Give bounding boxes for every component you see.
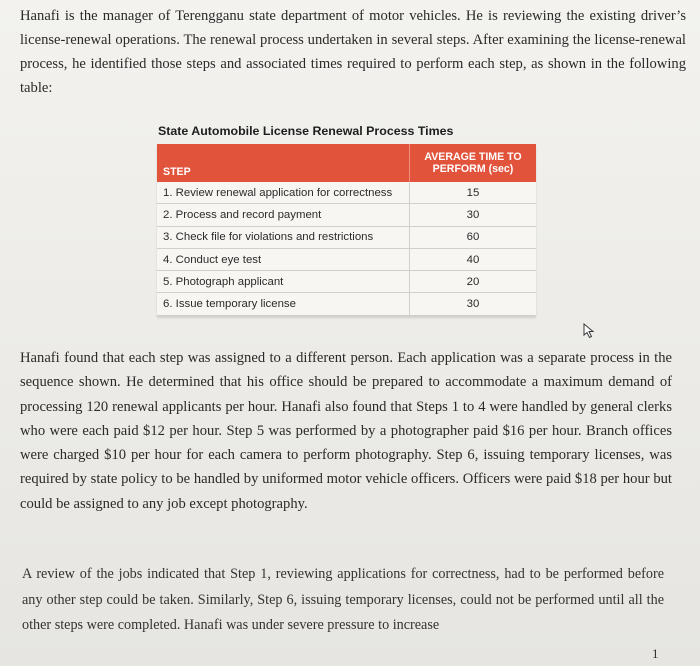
time-cell: 30	[410, 293, 537, 315]
time-cell: 20	[410, 271, 537, 293]
intro-paragraph: Hanafi is the manager of Terengganu state department of motor vehicles. He is reviewing the existing driver’s license-renewal operations. The renewal process undertaken in several steps. After examining the license-renewal process, he identified those steps and associated times required to perform each step, as shown in the following table:	[20, 8, 686, 96]
header-step: STEP	[157, 144, 410, 182]
table-row	[157, 226, 536, 248]
time-cell: 30	[410, 204, 537, 226]
time-cell: 15	[410, 182, 537, 204]
time-cell: 40	[410, 248, 537, 270]
staffing-paragraph: Hanafi found that each step was assigned to a different person. Each application was a separate process in the sequence shown. He determined that his office should be prepared to accommodate a maximum demand of processing 120 renewal applicants per hour. Hanafi also found that Steps 1 to 4 were handled by general clerks who were each paid $12 per hour. Step 5 was performed by a photographer paid $16 per hour. Branch offices were charged $10 per hour for each camera to perform photography. Step 6, issuing temporary licenses, was required by state policy to be handled by uniformed motor vehicle officers. Officers were paid $18 per hour but could be assigned to any job except photography.	[20, 350, 672, 512]
table-row	[157, 271, 536, 293]
step-cell: 6. Issue temporary license	[157, 293, 410, 315]
table-row	[157, 293, 536, 315]
page-number: 1	[652, 646, 659, 661]
step-cell: 1. Review renewal application for correctness	[157, 182, 410, 204]
time-cell: 60	[410, 226, 537, 248]
header-average-time	[410, 144, 537, 182]
table-header-row	[157, 144, 536, 182]
table-row	[157, 204, 536, 226]
renewal-times-table	[157, 144, 536, 316]
step-cell: 4. Conduct eye test	[157, 248, 410, 270]
step-cell: 2. Process and record payment	[157, 204, 410, 226]
header-time-line-1: AVERAGE TIME TO	[424, 151, 522, 163]
step-cell: 3. Check file for violations and restrictions	[157, 226, 410, 248]
table-title: State Automobile License Renewal Process Times	[158, 124, 454, 138]
mouse-pointer-icon	[583, 323, 597, 339]
step-cell: 5. Photograph applicant	[157, 271, 410, 293]
table-row	[157, 182, 536, 204]
table-row	[157, 248, 536, 270]
review-paragraph: A review of the jobs indicated that Step 1, reviewing applications for correctness, had to be performed before any other step could be taken. Similarly, Step 6, issuing temporary licenses, could not be performed until all the other steps were completed. Hanafi was under severe pressure to increase	[22, 566, 664, 633]
header-time-line-2: PERFORM (sec)	[432, 163, 514, 175]
